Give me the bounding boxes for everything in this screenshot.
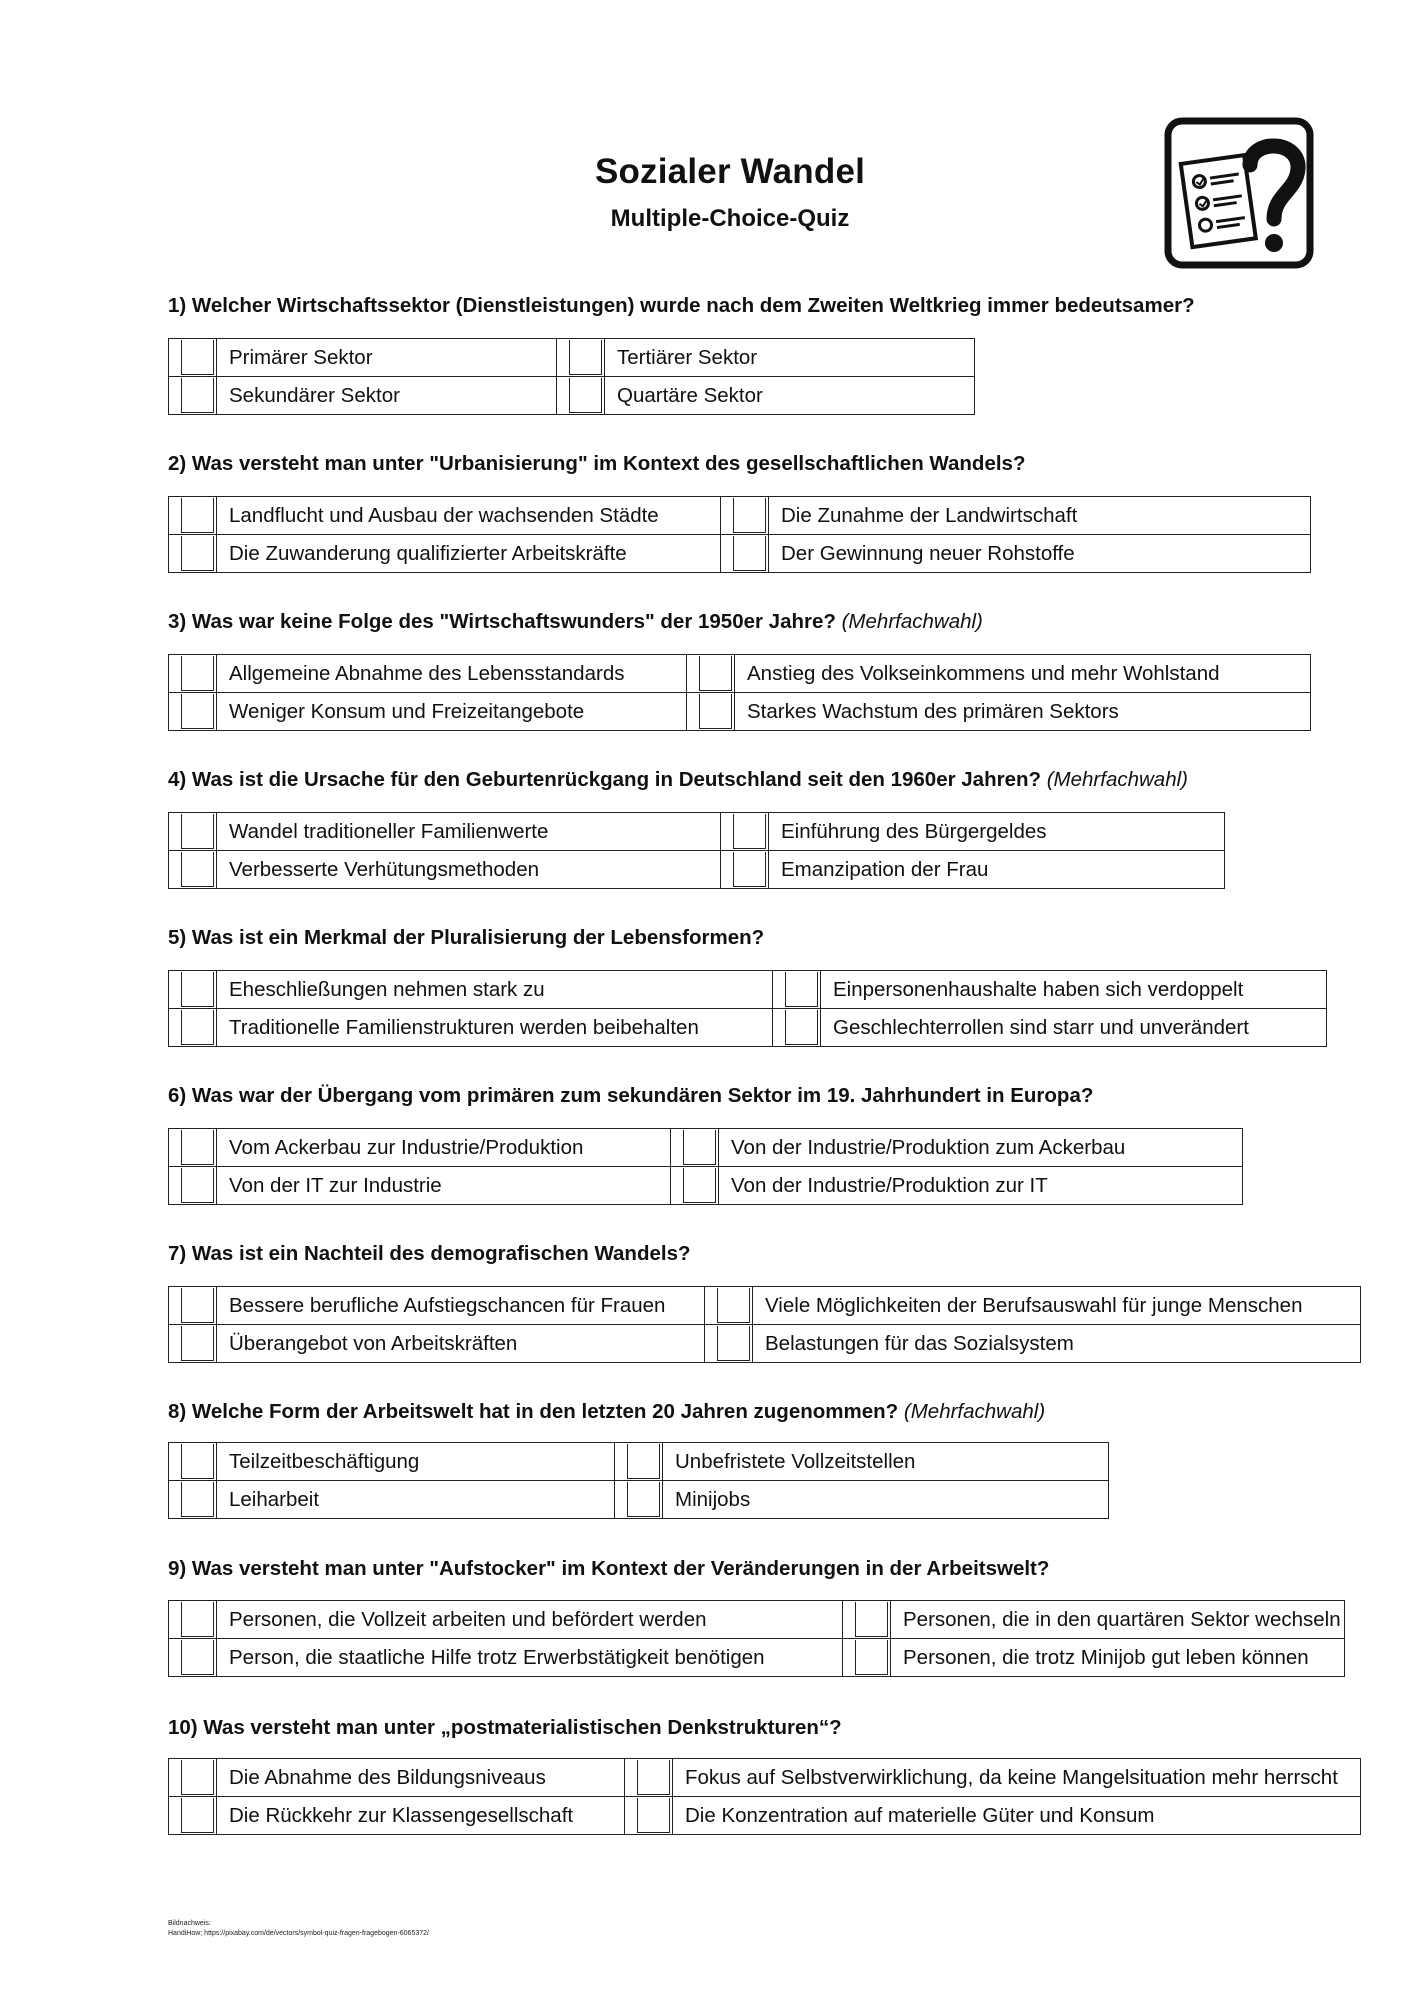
answer-option: Von der Industrie/Produktion zur IT: [719, 1167, 1243, 1205]
answer-option: Der Gewinnung neuer Rohstoffe: [769, 535, 1311, 573]
answer-option: Belastungen für das Sozialsystem: [753, 1325, 1361, 1363]
answer-table-6: [168, 1128, 1243, 1205]
checkbox-q2-a[interactable]: [181, 498, 214, 533]
answer-option: Verbesserte Verhütungsmethoden: [217, 851, 721, 889]
question-note: (Mehrfachwahl): [1046, 768, 1188, 791]
checkbox-q6-a[interactable]: [181, 1130, 214, 1165]
question-1: [168, 294, 1195, 318]
answer-option: Vom Ackerbau zur Industrie/Produktion: [217, 1129, 671, 1167]
answer-table-3: [168, 654, 1311, 731]
answer-option: Minijobs: [663, 1481, 1109, 1519]
question-9: [168, 1557, 1049, 1581]
checkbox-q1-b[interactable]: [569, 340, 602, 375]
checkbox-q9-a[interactable]: [181, 1602, 214, 1637]
checkbox-q4-c[interactable]: [181, 852, 214, 887]
answer-option: Von der IT zur Industrie: [217, 1167, 671, 1205]
question-text: 1) Welcher Wirtschaftssektor (Dienstleistungen) wurde nach dem Zweiten Weltkrieg immer bedeutsamer?: [168, 294, 1195, 317]
checkbox-q4-b[interactable]: [733, 814, 766, 849]
answer-option: Geschlechterrollen sind starr und unverändert: [821, 1009, 1327, 1047]
answer-option: Von der Industrie/Produktion zum Ackerbau: [719, 1129, 1243, 1167]
question-8: [168, 1400, 1045, 1424]
answer-option: Bessere berufliche Aufstiegschancen für Frauen: [217, 1287, 705, 1325]
question-text: 4) Was ist die Ursache für den Geburtenrückgang in Deutschland seit den 1960er Jahren?: [168, 768, 1042, 791]
checkbox-q4-a[interactable]: [181, 814, 214, 849]
answer-option: Allgemeine Abnahme des Lebensstandards: [217, 655, 687, 693]
answer-option: Starkes Wachstum des primären Sektors: [735, 693, 1311, 731]
checkbox-q8-b[interactable]: [627, 1444, 660, 1479]
image-credit-label: Bildnachweis:: [168, 1920, 211, 1927]
image-credit-source: HandiHow; https://pixabay.com/de/vectors/symbol-quiz-fragen-fragebogen-6065372/: [168, 1930, 429, 1937]
checkbox-q1-c[interactable]: [181, 378, 214, 413]
image-credit: [168, 1919, 429, 1939]
answer-table-5: [168, 970, 1327, 1047]
question-7: [168, 1242, 691, 1266]
checkbox-q5-d[interactable]: [785, 1010, 818, 1045]
checkbox-q3-b[interactable]: [699, 656, 732, 691]
answer-option: Quartäre Sektor: [605, 377, 975, 415]
checkbox-q6-b[interactable]: [683, 1130, 716, 1165]
checkbox-q7-d[interactable]: [717, 1326, 750, 1361]
answer-option: Einführung des Bürgergeldes: [769, 813, 1225, 851]
question-text: 5) Was ist ein Merkmal der Pluralisierung der Lebensformen?: [168, 926, 765, 949]
checkbox-q6-d[interactable]: [683, 1168, 716, 1203]
checkbox-q8-a[interactable]: [181, 1444, 214, 1479]
answer-option: Die Abnahme des Bildungsniveaus: [217, 1759, 625, 1797]
answer-option: Einpersonenhaushalte haben sich verdoppelt: [821, 971, 1327, 1009]
answer-option: Emanzipation der Frau: [769, 851, 1225, 889]
question-6: [168, 1084, 1093, 1108]
answer-option: Primärer Sektor: [217, 339, 557, 377]
checkbox-q2-b[interactable]: [733, 498, 766, 533]
question-10: [168, 1716, 842, 1740]
checkbox-q10-d[interactable]: [637, 1798, 670, 1833]
checkbox-q8-c[interactable]: [181, 1482, 214, 1517]
checkbox-q9-d[interactable]: [855, 1640, 888, 1675]
answer-option: Wandel traditioneller Familienwerte: [217, 813, 721, 851]
answer-option: Sekundärer Sektor: [217, 377, 557, 415]
checkbox-q8-d[interactable]: [627, 1482, 660, 1517]
question-text: 7) Was ist ein Nachteil des demografischen Wandels?: [168, 1242, 691, 1265]
answer-table-4: [168, 812, 1225, 889]
question-note: (Mehrfachwahl): [841, 610, 983, 633]
answer-option: Traditionelle Familienstrukturen werden beibehalten: [217, 1009, 773, 1047]
question-text: 10) Was versteht man unter „postmaterialistischen Denkstrukturen“?: [168, 1716, 842, 1739]
answer-table-10: [168, 1758, 1361, 1835]
answer-option: Anstieg des Volkseinkommens und mehr Wohlstand: [735, 655, 1311, 693]
answer-option: Leiharbeit: [217, 1481, 615, 1519]
checkbox-q3-c[interactable]: [181, 694, 214, 729]
answer-table-7: [168, 1286, 1361, 1363]
checkbox-q2-d[interactable]: [733, 536, 766, 571]
question-text: 8) Welche Form der Arbeitswelt hat in den letzten 20 Jahren zugenommen?: [168, 1400, 899, 1423]
checkbox-q5-b[interactable]: [785, 972, 818, 1007]
answer-option: Unbefristete Vollzeitstellen: [663, 1443, 1109, 1481]
checkbox-q5-c[interactable]: [181, 1010, 214, 1045]
answer-option: Personen, die Vollzeit arbeiten und befördert werden: [217, 1601, 843, 1639]
checkbox-q10-c[interactable]: [181, 1798, 214, 1833]
question-3: [168, 610, 983, 634]
checkbox-q9-c[interactable]: [181, 1640, 214, 1675]
answer-option: Personen, die trotz Minijob gut leben können: [891, 1639, 1345, 1677]
checkbox-q7-b[interactable]: [717, 1288, 750, 1323]
answer-option: Weniger Konsum und Freizeitangebote: [217, 693, 687, 731]
checkbox-q7-c[interactable]: [181, 1326, 214, 1361]
checkbox-q9-b[interactable]: [855, 1602, 888, 1637]
answer-option: Teilzeitbeschäftigung: [217, 1443, 615, 1481]
checkbox-q6-c[interactable]: [181, 1168, 214, 1203]
answer-option: Eheschließungen nehmen stark zu: [217, 971, 773, 1009]
checkbox-q5-a[interactable]: [181, 972, 214, 1007]
answer-option: Die Rückkehr zur Klassengesellschaft: [217, 1797, 625, 1835]
checkbox-q1-a[interactable]: [181, 340, 214, 375]
checkbox-q3-a[interactable]: [181, 656, 214, 691]
answer-option: Die Zunahme der Landwirtschaft: [769, 497, 1311, 535]
question-2: [168, 452, 1025, 476]
answer-option: Fokus auf Selbstverwirklichung, da keine Mangelsituation mehr herrscht: [673, 1759, 1361, 1797]
quiz-questionnaire-icon: [1164, 117, 1314, 269]
question-text: 2) Was versteht man unter "Urbanisierung" im Kontext des gesellschaftlichen Wandels?: [168, 452, 1026, 475]
answer-table-2: [168, 496, 1311, 573]
answer-option: Tertiärer Sektor: [605, 339, 975, 377]
checkbox-q2-c[interactable]: [181, 536, 214, 571]
checkbox-q10-b[interactable]: [637, 1760, 670, 1795]
answer-option: Person, die staatliche Hilfe trotz Erwerbstätigkeit benötigen: [217, 1639, 843, 1677]
answer-option: Die Konzentration auf materielle Güter und Konsum: [673, 1797, 1361, 1835]
answer-option: Personen, die in den quartären Sektor wechseln: [891, 1601, 1345, 1639]
question-5: [168, 926, 764, 950]
question-text: 9) Was versteht man unter "Aufstocker" im Kontext der Veränderungen in der Arbeitswelt?: [168, 1557, 1050, 1580]
checkbox-q3-d[interactable]: [699, 694, 732, 729]
page-title: Sozialer Wandel: [594, 152, 866, 191]
checkbox-q7-a[interactable]: [181, 1288, 214, 1323]
answer-option: Landflucht und Ausbau der wachsenden Städte: [217, 497, 721, 535]
page-subtitle: Multiple-Choice-Quiz: [610, 205, 850, 232]
answer-option: Überangebot von Arbeitskräften: [217, 1325, 705, 1363]
checkbox-q10-a[interactable]: [181, 1760, 214, 1795]
question-4: [168, 768, 1188, 792]
answer-table-9: [168, 1600, 1345, 1677]
question-note: (Mehrfachwahl): [903, 1400, 1046, 1423]
answer-table-8: [168, 1442, 1109, 1519]
answer-table-1: [168, 338, 975, 415]
question-text: 6) Was war der Übergang vom primären zum sekundären Sektor im 19. Jahrhundert in Europa?: [168, 1084, 1094, 1107]
question-text: 3) Was war keine Folge des "Wirtschaftswunders" der 1950er Jahre?: [168, 610, 836, 633]
answer-option: Viele Möglichkeiten der Berufsauswahl für junge Menschen: [753, 1287, 1361, 1325]
checkbox-q1-d[interactable]: [569, 378, 602, 413]
answer-option: Die Zuwanderung qualifizierter Arbeitskräfte: [217, 535, 721, 573]
checkbox-q4-d[interactable]: [733, 852, 766, 887]
